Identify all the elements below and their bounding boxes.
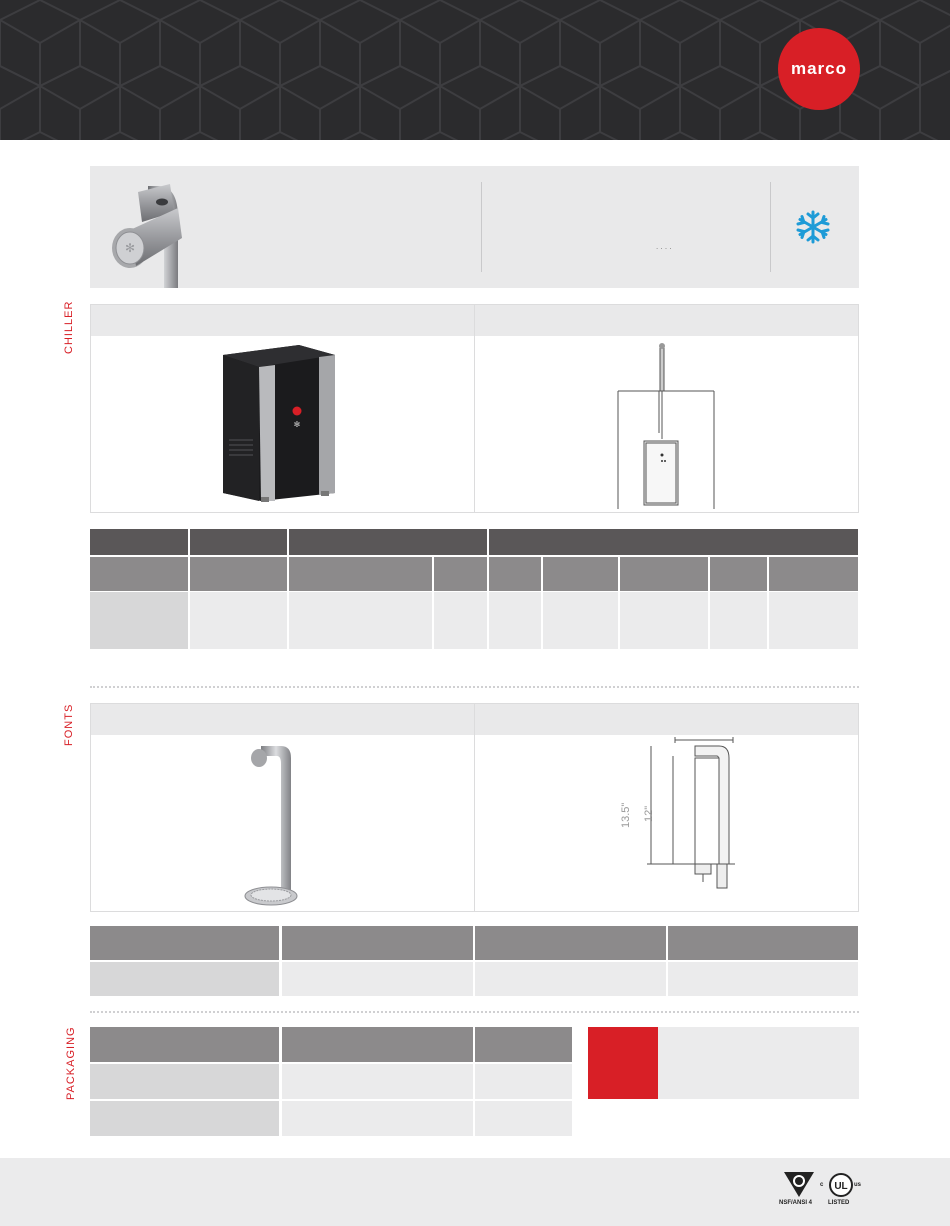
section-label-fonts: FONTS [63, 703, 75, 746]
packaging-row2-label [90, 1101, 279, 1136]
chiller-sub-7 [620, 557, 708, 591]
nsf-certification-icon [782, 1170, 816, 1198]
fonts-row-cell-4 [668, 962, 858, 996]
intro-dots: . . . . [656, 242, 672, 251]
fonts-th-2 [282, 926, 473, 960]
section-divider-2 [90, 1011, 859, 1013]
chiller-row-cell-7 [620, 592, 708, 649]
chiller-sub-5 [489, 557, 541, 591]
chiller-th-1 [90, 529, 188, 555]
packaging-row1-label [90, 1064, 279, 1099]
font-tap-photo [108, 178, 218, 288]
chiller-row-cell-2 [190, 592, 287, 649]
accent-red-block [588, 1027, 658, 1099]
chiller-panel-divider [474, 305, 475, 512]
packaging-row1-cell-2 [282, 1064, 473, 1099]
packaging-th-2 [282, 1027, 473, 1062]
chiller-sub-1 [90, 557, 188, 591]
chiller-sub-4 [434, 557, 487, 591]
chiller-th-4 [489, 529, 858, 555]
chiller-image-panel [90, 304, 859, 513]
chiller-sub-6 [543, 557, 618, 591]
ul-listed-icon [828, 1172, 854, 1198]
svg-text:✻: ✻ [293, 420, 301, 429]
chiller-row-cell-9 [769, 592, 858, 649]
chiller-th-2 [190, 529, 287, 555]
chiller-sub-3 [289, 557, 432, 591]
chiller-unit-photo [209, 343, 339, 503]
fonts-th-3 [475, 926, 666, 960]
footer-band [0, 1158, 950, 1226]
chiller-sub-9 [769, 557, 858, 591]
chiller-row-cell-5 [489, 592, 541, 649]
chiller-install-diagram [616, 343, 716, 509]
packaging-th-3 [475, 1027, 572, 1062]
fonts-row-label [90, 962, 279, 996]
section-label-packaging: PACKAGING [65, 1026, 77, 1100]
packaging-row1-cell-3 [475, 1064, 572, 1099]
intro-divider-2 [770, 182, 771, 272]
font-tap-tall-photo [241, 744, 313, 912]
dim-inner-height: 12" [643, 805, 655, 822]
marco-logo[interactable] [778, 28, 860, 110]
product-intro-panel [90, 166, 859, 288]
fonts-row-cell-3 [475, 962, 666, 996]
chiller-th-3 [289, 529, 487, 555]
fonts-th-1 [90, 926, 279, 960]
chiller-sub-8 [710, 557, 767, 591]
chiller-row-cell-4 [434, 592, 487, 649]
header-banner [0, 0, 950, 140]
chiller-row-cell-8 [710, 592, 767, 649]
fonts-row-cell-2 [282, 962, 473, 996]
packaging-row2-cell-2 [282, 1101, 473, 1136]
fonts-image-panel [90, 703, 859, 912]
logo-text: marco [790, 59, 848, 78]
fonts-th-4 [668, 926, 858, 960]
svg-text:✻: ✻ [124, 241, 136, 255]
intro-divider-1 [481, 182, 482, 272]
chiller-row-label [90, 592, 188, 649]
nsf-label: NSF/ANSI 4 [779, 1200, 813, 1206]
chiller-row-cell-3 [289, 592, 432, 649]
chiller-sub-2 [190, 557, 287, 591]
chiller-row-cell-6 [543, 592, 618, 649]
dim-overall-height: 13.5" [620, 802, 632, 828]
ul-c-mark: c [820, 1182, 824, 1188]
info-grey-block [658, 1027, 859, 1099]
font-dimension-diagram [643, 734, 773, 894]
fonts-panel-divider [474, 704, 475, 911]
snowflake-icon [796, 210, 830, 244]
ul-listed-label: LISTED [828, 1200, 850, 1206]
packaging-th-1 [90, 1027, 279, 1062]
ul-us-mark: us [854, 1182, 862, 1188]
section-divider-1 [90, 686, 859, 688]
svg-text:UL: UL [834, 1181, 848, 1192]
section-label-chiller: CHILLER [63, 300, 75, 354]
packaging-row2-cell-3 [475, 1101, 572, 1136]
